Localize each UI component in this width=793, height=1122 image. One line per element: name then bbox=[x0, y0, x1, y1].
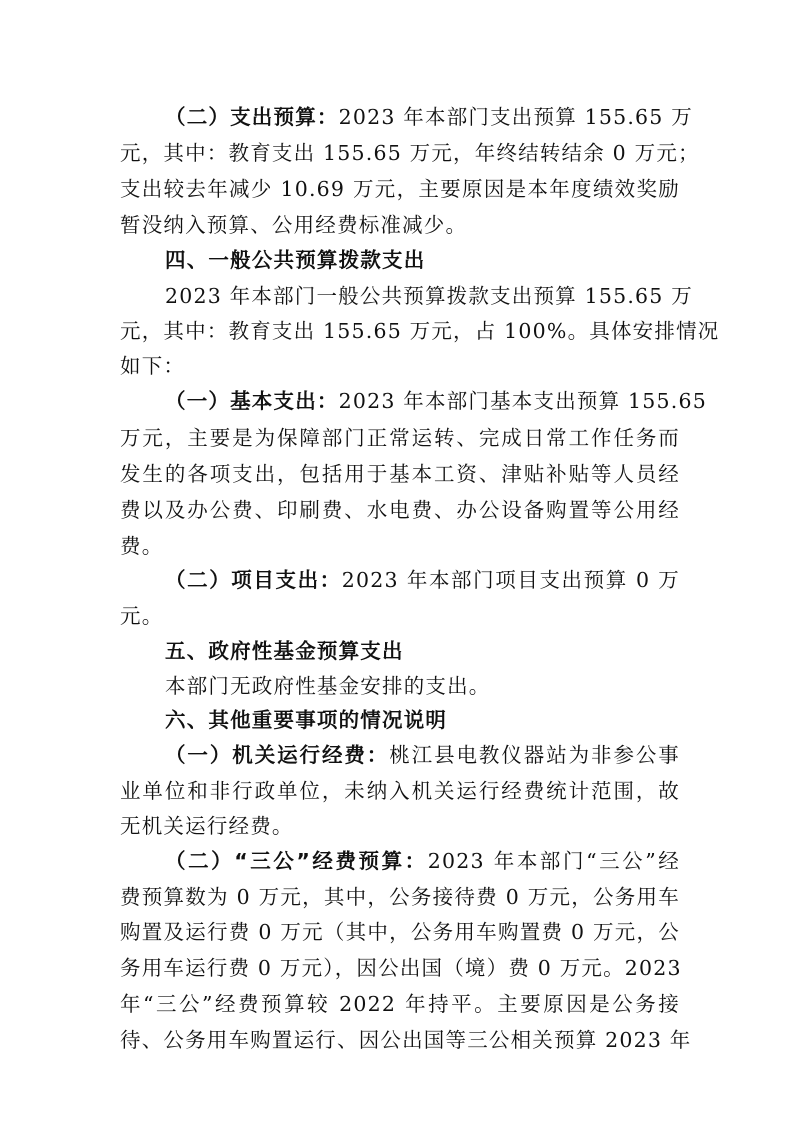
expenditure-budget-label: （二）支出预算： bbox=[165, 105, 339, 129]
paragraph-line: 元，其中：教育支出 155.65 万元，年终结转结余 0 万元； bbox=[120, 141, 700, 165]
section-heading: 四、一般公共预算拨款支出 bbox=[165, 248, 426, 272]
paragraph-line: 业单位和非行政单位，未纳入机关运行经费统计范围，故 bbox=[120, 779, 680, 803]
paragraph-line: 如下： bbox=[120, 354, 186, 378]
paragraph-line: 万元，主要是为保障部门正常运转、完成日常工作任务而 bbox=[120, 426, 680, 450]
project-expenditure-line-1: （二）项目支出：2023 年本部门项目支出预算 0 万 bbox=[165, 568, 680, 592]
paragraph-line: 元，其中：教育支出 155.65 万元，占 100%。具体安排情况 bbox=[120, 319, 720, 343]
paragraph-line: 无机关运行经费。 bbox=[120, 814, 294, 838]
paragraph-line: 年“三公”经费预算较 2022 年持平。主要原因是公务接 bbox=[120, 992, 680, 1016]
paragraph-line: 费以及办公费、印刷费、水电费、办公设备购置等公用经 bbox=[120, 498, 680, 522]
paragraph-line: 支出较去年减少 10.69 万元，主要原因是本年度绩效奖励 bbox=[120, 177, 680, 201]
org-operating-line-1: （一）机关运行经费：桃江县电教仪器站为非参公事 bbox=[165, 743, 681, 767]
section-heading: 六、其他重要事项的情况说明 bbox=[165, 708, 448, 732]
expenditure-budget-line-1: （二）支出预算：2023 年本部门支出预算 155.65 万 bbox=[165, 105, 693, 129]
basic-expenditure-label: （一）基本支出： bbox=[165, 389, 339, 413]
paragraph-line: 发生的各项支出，包括用于基本工资、津贴补贴等人员经 bbox=[120, 462, 680, 486]
paragraph-line: 务用车运行费 0 万元），因公出国（境）费 0 万元。2023 bbox=[120, 956, 682, 980]
basic-expenditure-line-1: （一）基本支出：2023 年本部门基本支出预算 155.65 bbox=[165, 389, 707, 413]
org-operating-label: （一）机关运行经费： bbox=[165, 743, 390, 767]
paragraph-line: 费预算数为 0 万元，其中，公务接待费 0 万元，公务用车 bbox=[120, 885, 680, 909]
project-expenditure-label: （二）项目支出： bbox=[165, 568, 342, 592]
paragraph-line: 费。 bbox=[120, 534, 164, 558]
paragraph-line: 购置及运行费 0 万元（其中，公务用车购置费 0 万元，公 bbox=[120, 920, 680, 944]
paragraph-line: 2023 年本部门一般公共预算拨款支出预算 155.65 万 bbox=[165, 284, 693, 308]
paragraph-line: 暂没纳入预算、公用经费标准减少。 bbox=[120, 213, 468, 237]
three-public-line-1: （二）“三公”经费预算：2023 年本部门“三公”经 bbox=[165, 849, 680, 873]
paragraph-line: 本部门无政府性基金安排的支出。 bbox=[165, 674, 491, 698]
three-public-label: （二）“三公”经费预算： bbox=[165, 849, 428, 873]
paragraph-line: 元。 bbox=[120, 604, 164, 628]
section-heading: 五、政府性基金预算支出 bbox=[165, 639, 404, 663]
paragraph-line: 待、公务用车购置运行、因公出国等三公相关预算 2023 年 bbox=[120, 1028, 692, 1052]
